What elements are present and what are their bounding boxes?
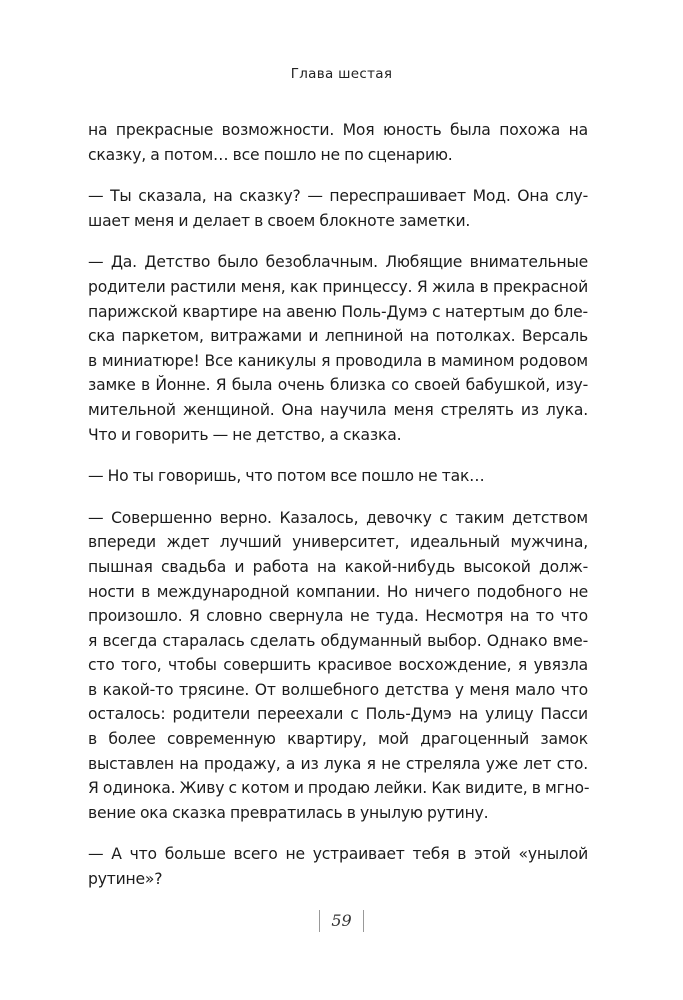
paragraph: [88, 842, 588, 891]
paragraph: [88, 464, 588, 489]
text-line: Я одинока. Живу с котом и продаю лейки. Как видите, в мгно-: [88, 779, 590, 798]
text-line: рутине»?: [88, 870, 163, 889]
text-line: — Но ты говоришь, что потом все пошло не так…: [88, 467, 485, 486]
page-number-box: [319, 908, 363, 934]
body-text: [88, 118, 588, 909]
text-line: пышная свадьба и работа на какой-нибудь высокой долж-: [88, 557, 588, 576]
text-line: — Да. Детство было безоблачным. Любящие внимательные: [88, 253, 588, 272]
text-line: в какой-то трясине. От волшебного детства у меня мало что: [88, 680, 588, 699]
page-number-divider-left: [319, 910, 320, 932]
paragraph: [88, 506, 588, 826]
text-line: в более современную квартиру, мой драгоценный замок: [88, 730, 588, 749]
text-line: ности в международной компании. Но ничего подобного не: [88, 582, 588, 601]
text-line: шает меня и делает в своем блокноте заметки.: [88, 211, 471, 230]
paragraph: [88, 118, 588, 167]
text-line: сказку, а потом… все пошло не по сценарию.: [88, 145, 453, 164]
paragraph: [88, 250, 588, 447]
text-line: на прекрасные возможности. Моя юность была похожа на: [88, 121, 588, 139]
text-line: — Совершенно верно. Казалось, девочку с таким детством: [88, 508, 588, 527]
text-line: парижской квартире на авеню Поль-Думэ с натертым до бле-: [88, 302, 588, 321]
text-line: ска паркетом, витражами и лепниной на потолках. Версаль: [88, 327, 588, 346]
text-line: произошло. Я словно свернула не туда. Несмотря на то что: [88, 607, 588, 626]
chapter-title: Глава шестая: [290, 66, 393, 82]
text-line: выставлен на продажу, а из лука я не стреляла уже лет сто.: [88, 754, 588, 773]
text-line: — Ты сказала, на сказку? — переспрашивает Мод. Она слу-: [88, 187, 588, 206]
text-line: осталось: родители переехали с Поль-Думэ на улицу Пасси: [88, 705, 588, 724]
text-line: замке в Йонне. Я была очень близка со своей бабушкой, изу-: [88, 376, 588, 395]
page-number-divider-right: [363, 910, 364, 932]
text-line: сто того, чтобы совершить красивое восхождение, я увязла: [88, 656, 588, 675]
page-footer: [0, 908, 683, 934]
text-line: вение ока сказка превратилась в унылую рутину.: [88, 803, 489, 822]
text-line: мительной женщиной. Она научила меня стрелять из лука.: [88, 400, 588, 419]
text-line: я всегда старалась сделать обдуманный выбор. Однако вме-: [88, 631, 588, 650]
text-line: Что и говорить — не детство, а сказка.: [88, 425, 402, 444]
page-number: 59: [331, 911, 352, 930]
text-line: впереди ждет лучший университет, идеальный мужчина,: [88, 533, 588, 552]
paragraph: [88, 184, 588, 233]
text-line: — А что больше всего не устраивает тебя в этой «унылой: [88, 845, 588, 864]
text-line: в миниатюре! Все каникулы я проводила в мамином родовом: [88, 351, 588, 370]
text-line: родители растили меня, как принцессу. Я жила в прекрасной: [88, 277, 588, 296]
